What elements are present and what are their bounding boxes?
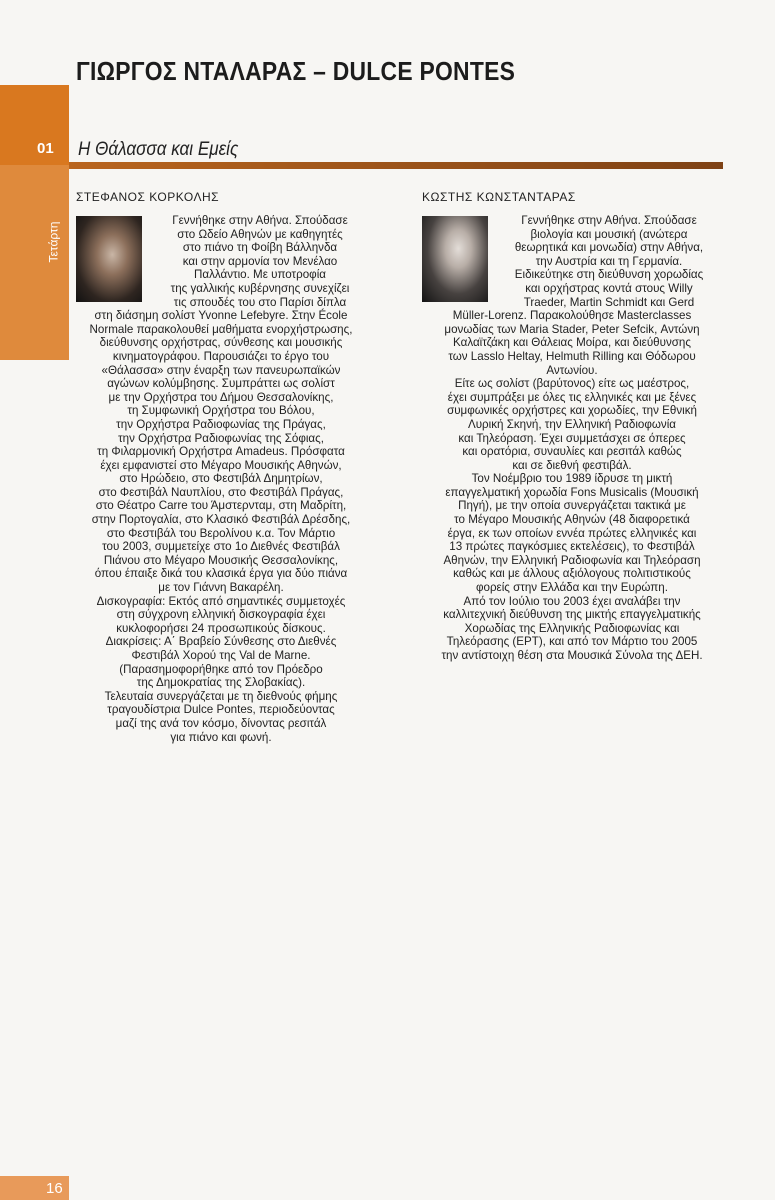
bio-line: και στην αρμονία τον Μενέλαο xyxy=(182,254,338,268)
bio-line: Müller-Lorenz. Παρακολούθησε Masterclasses xyxy=(452,309,692,323)
bio-line: Διακρίσεις: Α΄ Βραβείο Σύνθεσης στο Διεθνές xyxy=(105,635,337,649)
bio-line: Φεστιβάλ Χορού της Val de Marne. xyxy=(131,649,311,662)
bio-line: στο Φεστιβάλ του Βερολίνου κ.α. Τον Μάρτιο xyxy=(106,526,336,540)
bio-line: το Μέγαρο Μουσικής Αθηνών (48 διαφορετικά xyxy=(454,513,690,527)
bio-line: τραγουδίστρια Dulce Pontes, περιοδεύοντας xyxy=(107,703,335,717)
bio-line: και σε διεθνή φεστιβάλ. xyxy=(512,458,632,472)
bio-line: τις σπουδές του στο Παρίσι δίπλα xyxy=(173,295,347,309)
bio-line: Καλαϊτζάκη και Θάλειας Μοίρα, και διεύθυνσης xyxy=(453,336,691,350)
bio-line: κυκλοφορήσει 24 προσωπικούς δίσκους. xyxy=(116,621,326,635)
bio-line: μαζί της ανά τον κόσμο, δίνοντας ρεσιτάλ xyxy=(115,716,327,730)
bio-line: έχει συμπράξει με όλες τις ελληνικές και με ξένες xyxy=(447,390,697,404)
bio-line: στο Φεστιβάλ Ναυπλίου, στο Φεστιβάλ Πράγας, xyxy=(98,485,344,499)
bio-line: διεύθυνσης ορχήστρας, σύνθεσης και μουσικής xyxy=(99,336,343,350)
bio-line: Ειδικεύτηκε στη διεύθυνση χορωδίας xyxy=(514,268,704,282)
section-tab-lower xyxy=(0,165,69,360)
bio-line: στη σύγχρονη ελληνική δισκογραφία έχει xyxy=(116,608,326,622)
bio-line: έργα, εκ των οποίων εννέα πρώτες ελληνικές και xyxy=(447,526,697,540)
bio-line: «Θάλασσα» στην έναρξη των πανευρωπαϊκών xyxy=(101,363,341,377)
bio-line: στο Ωδείο Αθηνών με καθηγητές xyxy=(177,227,343,241)
bio-line: στο πιάνο τη Φοίβη Βάλληνδα xyxy=(182,241,338,255)
bio-line: την Ορχήστρα Ραδιοφωνίας της Πράγας, xyxy=(116,417,326,431)
bio-line: Παλλάντιο. Με υποτροφία xyxy=(194,268,326,282)
bio-line: Τελευταία συνεργάζεται με τη διεθνούς φήμης xyxy=(104,689,338,703)
bio-line: για πιάνο και φωνή. xyxy=(170,730,272,744)
bio-line: και ορχήστρας κοντά στους Willy xyxy=(525,281,693,295)
bio-line: της γαλλικής κυβέρνησης συνεχίζει xyxy=(170,281,350,295)
bio-line: μονωδίας των Maria Stader, Peter Sefcik, Αντώνη xyxy=(444,322,700,336)
bio-line: την Ορχήστρα Ραδιοφωνίας της Σόφιας, xyxy=(118,431,324,445)
bio-line: Πιάνου στο Μέγαρο Μουσικής Θεσσαλονίκης, xyxy=(103,553,339,567)
bio-line: (Παρασημοφορήθηκε από τον Πρόεδρο xyxy=(119,662,323,676)
bio-line: έχει εμφανιστεί στο Μέγαρο Μουσικής Αθηνών, xyxy=(100,458,342,472)
bio-line: Λυρική Σκηνή, την Ελληνική Ραδιοφωνία xyxy=(467,417,677,431)
bio-line: την Αυστρία και τη Γερμανία. xyxy=(535,254,683,268)
bio-line: Normale παρακολουθεί μαθήματα ενορχήστρωσης, xyxy=(89,322,353,336)
bio-line: στη διάσημη σολίστ Yvonne Lefebyre. Στην École xyxy=(94,309,348,323)
bio-line: στην Πορτογαλία, στο Κλασικό Φεστιβάλ Δρέσδης, xyxy=(91,513,351,527)
bio-line: Γεννήθηκε στην Αθήνα. Σπούδασε xyxy=(172,214,348,227)
section-day-label: Τετάρτη xyxy=(46,221,61,263)
right-bio-wrapped-text xyxy=(496,214,722,309)
bio-line: καθώς και με άλλους αξιόλογους πολιτιστικούς xyxy=(453,567,691,581)
bio-line: τη Φιλαρμονική Ορχήστρα Amadeus. Πρόσφατα xyxy=(97,445,345,459)
bio-line: φορείς στην Ελλάδα και την Ευρώπη. xyxy=(476,581,668,595)
bio-line: Είτε ως σολίστ (βαρύτονος) είτε ως μαέστρος, xyxy=(454,377,690,391)
bio-line: της Δημοκρατίας της Σλοβακίας). xyxy=(136,676,306,690)
bio-line: στο Θέατρο Carre του Άμστερνταμ, στη Μαδρίτη, xyxy=(95,499,347,513)
bio-line: και ορατόρια, συναυλίες και ρεσιτάλ καθώς xyxy=(462,445,682,459)
right-artist-name: ΚΩΣΤΗΣ ΚΩΝΣΤΑΝΤΑΡΑΣ xyxy=(422,190,576,204)
bio-line: τη Συμφωνική Ορχήστρα του Βόλου, xyxy=(127,404,315,418)
left-artist-name: ΣΤΕΦΑΝΟΣ ΚΟΡΚΟΛΗΣ xyxy=(76,190,220,204)
left-biography xyxy=(76,214,366,744)
bio-line: των Lasslo Heltay, Helmuth Rilling και Θόδωρου xyxy=(448,349,696,363)
right-bio-text xyxy=(422,309,722,662)
header-rule xyxy=(69,162,723,169)
bio-line: θεωρητικά και μονωδία) στην Αθήνα, xyxy=(514,241,704,255)
bio-line: Τηλεόρασης (ΕΡΤ), και από τον Μάρτιο του 2005 xyxy=(446,635,698,649)
bio-line: την αντίστοιχη θέση στα Μουσικά Σύνολα της ΔΕΗ. xyxy=(441,649,703,662)
bio-line: Χορωδίας της Ελληνικής Ραδιοφωνίας και xyxy=(464,621,680,635)
bio-line: κινηματογράφου. Παρουσιάζει το έργο του xyxy=(112,349,330,363)
bio-line: του 2003, συμμετείχε στο 1ο Διεθνές Φεστιβάλ xyxy=(102,540,340,554)
bio-line: Αθηνών, την Ελληνική Ραδιοφωνία και Τηλεόραση xyxy=(443,553,701,567)
bio-line: Από τον Ιούλιο του 2003 έχει αναλάβει την xyxy=(463,594,681,608)
bio-line: Αντωνίου. xyxy=(546,363,598,377)
bio-line: Γεννήθηκε στην Αθήνα. Σπούδασε xyxy=(521,214,697,227)
bio-line: επαγγελματική χορωδία Fons Musicalis (Μουσική xyxy=(445,485,699,499)
bio-line: όπου έπαιξε δικά του κλασικά έργα για δύο πιάνα xyxy=(94,567,348,581)
bio-line: Traeder, Martin Schmidt και Gerd xyxy=(523,295,695,309)
bio-line: στο Ηρώδειο, στο Φεστιβάλ Δημητρίων, xyxy=(119,472,323,486)
bio-line: 13 πρώτες παγκόσμιες εκτελέσεις), το Φεστιβάλ xyxy=(449,540,695,554)
bio-line: καλλιτεχνική διεύθυνση της μικτής επαγγελματικής xyxy=(443,608,701,622)
bio-line: και Τηλεόραση. Έχει συμμετάσχει σε όπερες xyxy=(458,431,686,445)
bio-line: με τον Γιάννη Βακαρέλη. xyxy=(158,581,284,595)
bio-line: με την Ορχήστρα του Δήμου Θεσσαλονίκης, xyxy=(108,390,334,404)
bio-line: Τον Νοέμβριο του 1989 ίδρυσε τη μικτή xyxy=(471,472,673,486)
section-subtitle: Η Θάλασσα και Εμείς xyxy=(78,139,239,160)
bio-line: βιολογία και μουσική (ανώτερα xyxy=(530,227,688,241)
right-biography xyxy=(422,214,722,663)
page-title: ΓΙΩΡΓΟΣ ΝΤΑΛΑΡΑΣ – DULCE PONTES xyxy=(76,56,516,86)
left-bio-text xyxy=(76,309,366,744)
bio-line: συμφωνικές ορχήστρες και χορωδίες, την Εθνική xyxy=(447,404,697,418)
bio-line: Πηγή), με την οποία συνεργάζεται τακτικά με xyxy=(458,499,686,513)
section-number: 01 xyxy=(37,140,54,157)
bio-line: Δισκογραφία: Εκτός από σημαντικές συμμετοχές xyxy=(96,594,346,608)
left-bio-wrapped-text xyxy=(154,214,366,309)
bio-line: αγώνων κολύμβησης. Συμπράττει ως σολίστ xyxy=(107,377,335,391)
page-number: 16 xyxy=(46,1180,63,1197)
